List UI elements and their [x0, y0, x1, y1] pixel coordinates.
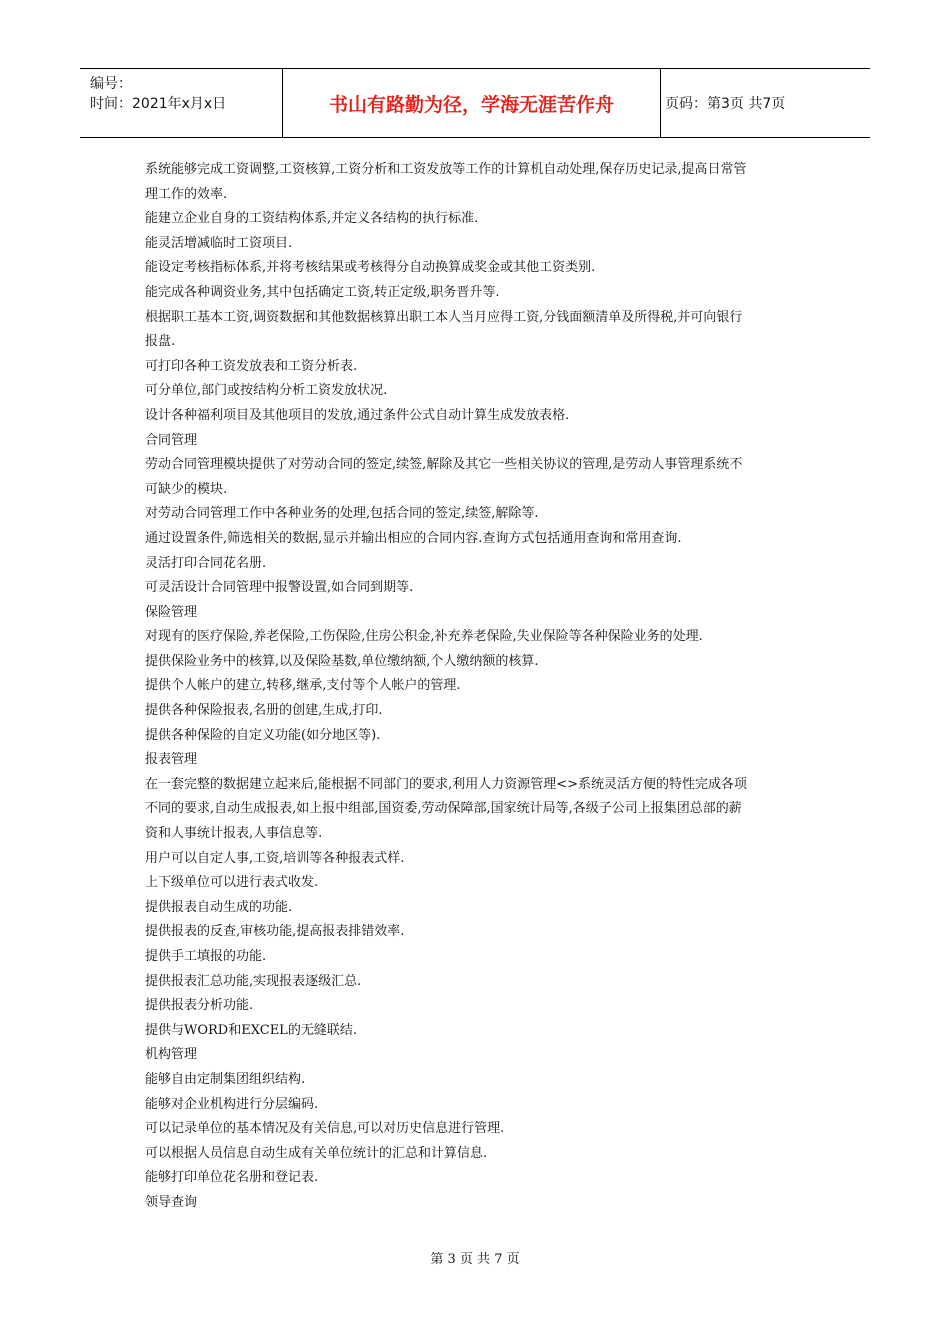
- text-line: 提供报表分析功能.: [145, 998, 254, 1014]
- text-line: 提供各种保险的自定义功能(如分地区等).: [145, 727, 381, 743]
- text-line: 理工作的效率.: [145, 186, 228, 202]
- text-line: 可以记录单位的基本情况及有关信息,可以对历史信息进行管理.: [145, 1121, 505, 1137]
- text-line: 可以根据人员信息自动生成有关单位统计的汇总和计算信息.: [145, 1145, 488, 1161]
- header-page-info: 页码：第3页 共7页: [665, 96, 786, 112]
- text-line: 领导查询: [145, 1194, 198, 1210]
- text-line: 提供保险业务中的核算,以及保险基数,单位缴纳额,个人缴纳额的核算.: [145, 653, 539, 669]
- text-line: 能够自由定制集团组织结构.: [145, 1071, 306, 1087]
- text-line: 提供报表的反查,审核功能,提高报表排错效率.: [145, 924, 405, 940]
- text-line: 系统能够完成工资调整,工资核算,工资分析和工资发放等工作的计算机自动处理,保存历史记录,提高日常管: [145, 162, 747, 177]
- text-line: 提供各种保险报表,名册的创建,生成,打印.: [145, 703, 383, 719]
- header-meta: [80, 69, 283, 137]
- text-line: 对劳动合同管理工作中各种业务的处理,包括合同的签定,续签,解除等.: [145, 506, 539, 522]
- header-motto: 书山有路勤为径，学海无涯苦作舟: [283, 69, 661, 137]
- number-label: 编号：: [90, 76, 132, 92]
- text-line: 提供与WORD和EXCEL的无缝联结.: [145, 1022, 357, 1038]
- text-line: 能够对企业机构进行分层编码.: [145, 1096, 319, 1112]
- text-line: 能建立企业自身的工资结构体系,并定义各结构的执行标准.: [145, 211, 479, 227]
- text-line: 灵活打印合同花名册.: [145, 555, 267, 571]
- text-line: 可缺少的模块.: [145, 481, 228, 497]
- text-line: 能够打印单位花名册和登记表.: [145, 1170, 319, 1186]
- text-line: 能设定考核指标体系,并将考核结果或考核得分自动换算成奖金或其他工资类别.: [145, 260, 596, 276]
- date-label: 时间：2021年x月x日: [90, 96, 227, 112]
- text-line: 提供报表自动生成的功能.: [145, 899, 293, 915]
- page-header: [80, 68, 870, 138]
- text-line: 能完成各种调资业务,其中包括确定工资,转正定级,职务晋升等.: [145, 284, 500, 300]
- text-line: 可灵活设计合同管理中报警设置,如合同到期等.: [145, 580, 414, 596]
- text-line: 上下级单位可以进行表式收发.: [145, 875, 319, 891]
- text-line: 设计各种福利项目及其他项目的发放,通过条件公式自动计算生成发放表格.: [145, 407, 570, 423]
- page-footer: 第 3 页 共 7 页: [430, 1252, 520, 1267]
- text-line: 根据职工基本工资,调资数据和其他数据核算出职工本人当月应得工资,分钱面额清单及所得税,并可向银行: [145, 309, 743, 325]
- text-line: 劳动合同管理模块提供了对劳动合同的签定,续签,解除及其它一些相关协议的管理,是劳动人事管理系统不: [145, 457, 743, 473]
- text-line: 可打印各种工资发放表和工资分析表.: [145, 358, 358, 374]
- text-line: 合同管理: [145, 432, 198, 448]
- text-line: 提供手工填报的功能.: [145, 949, 267, 964]
- text-line: 报盘.: [145, 334, 176, 350]
- text-line: 可分单位,部门或按结构分析工资发放状况.: [145, 383, 388, 399]
- text-line: 用户可以自定人事,工资,培训等各种报表式样.: [145, 850, 405, 866]
- text-line: 保险管理: [145, 604, 198, 620]
- text-line: 提供报表汇总功能,实现报表逐级汇总.: [145, 973, 362, 989]
- document-body: [145, 158, 810, 1216]
- text-line: 在一套完整的数据建立起来后,能根据不同部门的要求,利用人力资源管理<>系统灵活方便的特性完成各项: [145, 776, 748, 792]
- text-line: 报表管理: [145, 752, 198, 768]
- text-line: 提供个人帐户的建立,转移,继承,支付等个人帐户的管理.: [145, 678, 461, 694]
- text-line: 对现有的医疗保险,养老保险,工伤保险,住房公积金,补充养老保险,失业保险等各种保险业务的处理.: [145, 629, 703, 645]
- text-line: 通过设置条件,筛选相关的数据,显示并输出相应的合同内容.查询方式包括通用查询和常用查询.: [145, 530, 682, 546]
- text-line: 机构管理: [145, 1047, 198, 1063]
- text-line: 资和人事统计报表,人事信息等.: [145, 826, 323, 842]
- text-line: 不同的要求,自动生成报表,如上报中组部,国资委,劳动保障部,国家统计局等,各级子公司上报集团总部的薪: [145, 801, 742, 817]
- text-line: 能灵活增减临时工资项目.: [145, 235, 293, 251]
